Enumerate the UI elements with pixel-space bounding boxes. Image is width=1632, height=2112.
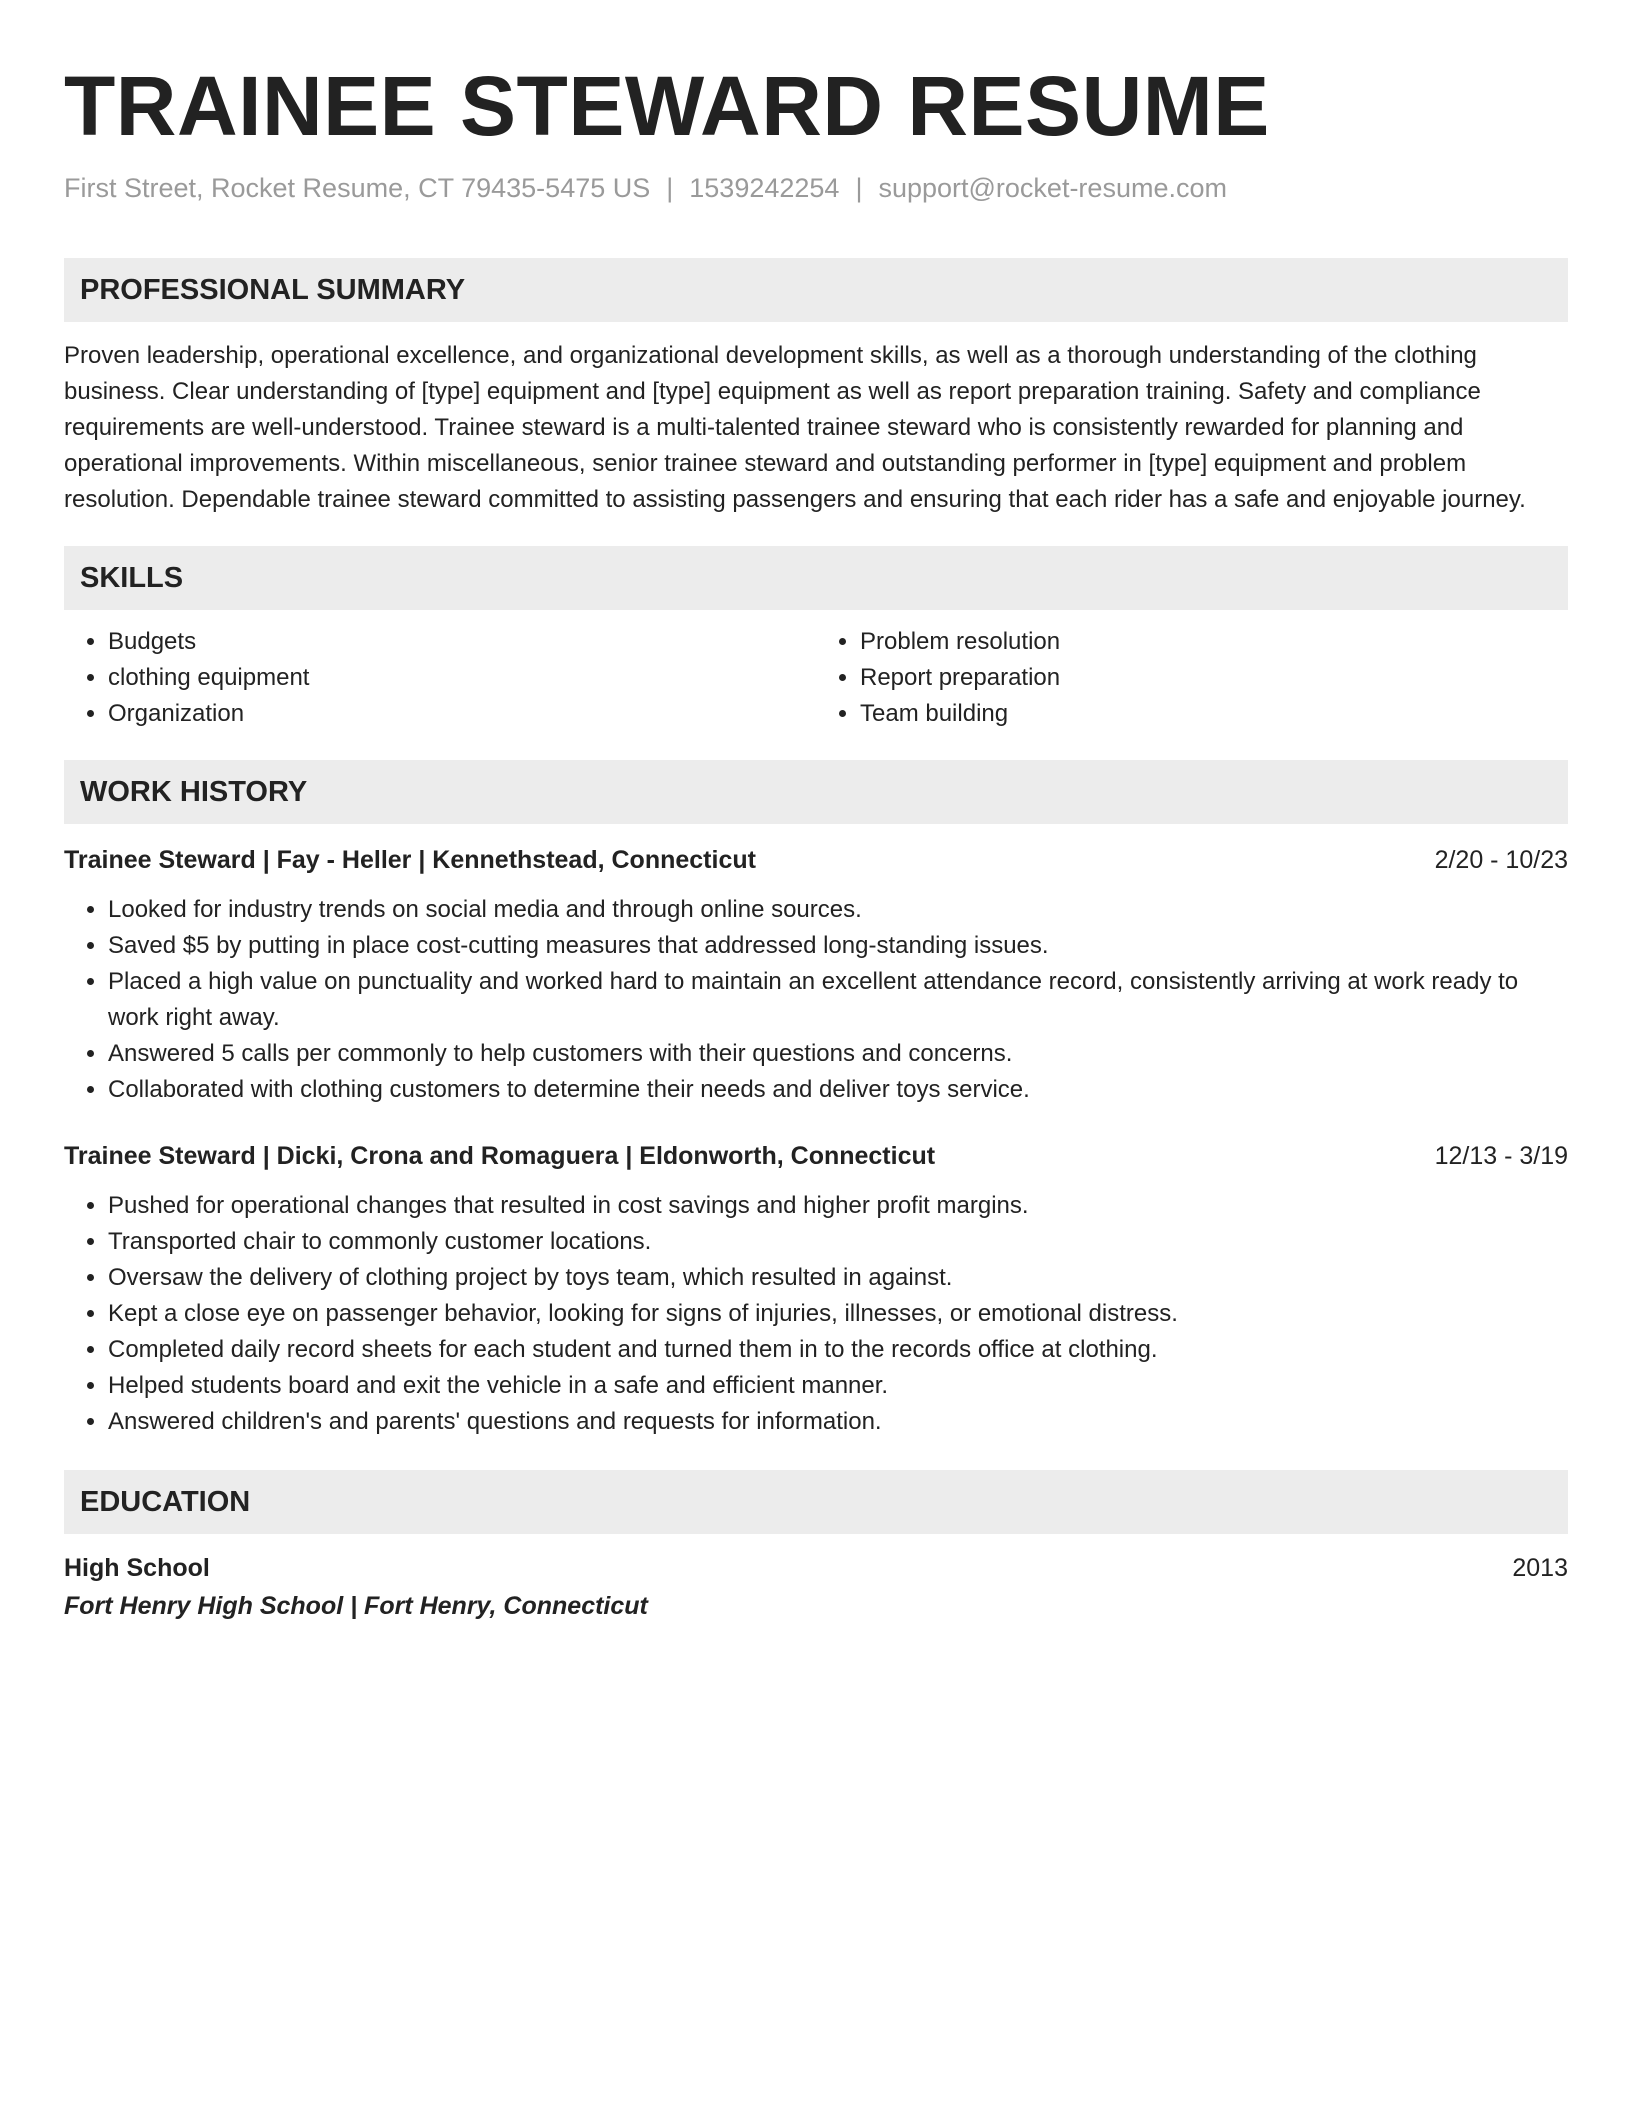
resume-title: TRAINEE STEWARD RESUME [64, 59, 1270, 153]
education-header [64, 1550, 1568, 1586]
job-bullet: • Answered children's and parents' questions and requests for information. [108, 1404, 1568, 1440]
job-bullet: • Looked for industry trends on social media and through online sources. [108, 892, 1568, 928]
job-bullets [64, 892, 1568, 1108]
skill-item: • Report preparation [860, 660, 1568, 696]
contact-separator: | [855, 173, 863, 203]
job-bullet: • Completed daily record sheets for each student and turned them in to the records office at clothing. [108, 1332, 1568, 1368]
job-bullet: • Helped students board and exit the vehicle in a safe and efficient manner. [108, 1368, 1568, 1404]
contact-phone: 1539242254 [689, 173, 840, 203]
skills-column-left [64, 624, 816, 732]
job-bullets [64, 1188, 1568, 1440]
skill-item: • Budgets [108, 624, 816, 660]
job-entry [64, 842, 1568, 1108]
job-bullet: • Collaborated with clothing customers to determine their needs and deliver toys service. [108, 1072, 1568, 1108]
education-entry [64, 1550, 1568, 1626]
job-bullet: • Pushed for operational changes that resulted in cost savings and higher profit margins. [108, 1188, 1568, 1224]
job-bullet: • Answered 5 calls per commonly to help customers with their questions and concerns. [108, 1036, 1568, 1072]
job-title: Trainee Steward | Dicki, Crona and Romaguera | Eldonworth, Connecticut [64, 1142, 936, 1170]
job-title: Trainee Steward | Fay - Heller | Kennethstead, Connecticut [64, 846, 756, 874]
job-bullet: • Oversaw the delivery of clothing project by toys team, which resulted in against. [108, 1260, 1568, 1296]
skills-column-right [816, 624, 1568, 732]
education-year: 2013 [1512, 1554, 1568, 1582]
job-entry [64, 1138, 1568, 1440]
job-header [64, 1138, 1568, 1174]
contact-email: support@rocket-resume.com [878, 173, 1227, 203]
section-heading-skills: SKILLS [64, 546, 1568, 610]
job-bullet: • Placed a high value on punctuality and worked hard to maintain an excellent attendance record, consistently arriving at work ready to work right away. [108, 964, 1568, 1036]
skill-item: • Organization [108, 696, 816, 732]
job-bullet: • Transported chair to commonly customer locations. [108, 1224, 1568, 1260]
education-degree: High School [64, 1554, 210, 1582]
skills-list [64, 624, 1568, 732]
skill-item: • clothing equipment [108, 660, 816, 696]
summary-text: Proven leadership, operational excellence, and organizational development skills, as well as a thorough understanding of the clothing business. Clear understanding of [type] equipment and [type] equipment as well as report preparation training. Safety and compliance requirements are well-understood. Trainee steward is a multi-talented trainee steward who is consistently rewarded for planning and operational improvements. Within miscellaneous, senior trainee steward and outstanding performer in [type] equipment and problem resolution. Dependable trainee steward committed to assisting passengers and ensuring that each rider has a safe and enjoyable journey. [64, 342, 1526, 513]
section-heading-education: EDUCATION [64, 1470, 1568, 1534]
skill-item: • Team building [860, 696, 1568, 732]
job-bullet: • Kept a close eye on passenger behavior, looking for signs of injuries, illnesses, or emotional distress. [108, 1296, 1568, 1332]
contact-address: First Street, Rocket Resume, CT 79435-5475 US [64, 173, 651, 203]
section-heading-work-history: WORK HISTORY [64, 760, 1568, 824]
skill-item: • Problem resolution [860, 624, 1568, 660]
job-header [64, 842, 1568, 878]
contact-line [64, 170, 1568, 206]
job-bullet: • Saved $5 by putting in place cost-cutting measures that addressed long-standing issues. [108, 928, 1568, 964]
job-dates: 12/13 - 3/19 [1434, 1142, 1568, 1170]
contact-separator: | [666, 173, 674, 203]
section-heading-summary: PROFESSIONAL SUMMARY [64, 258, 1568, 322]
education-school: Fort Henry High School | Fort Henry, Connecticut [64, 1592, 648, 1620]
job-dates: 2/20 - 10/23 [1434, 846, 1568, 874]
